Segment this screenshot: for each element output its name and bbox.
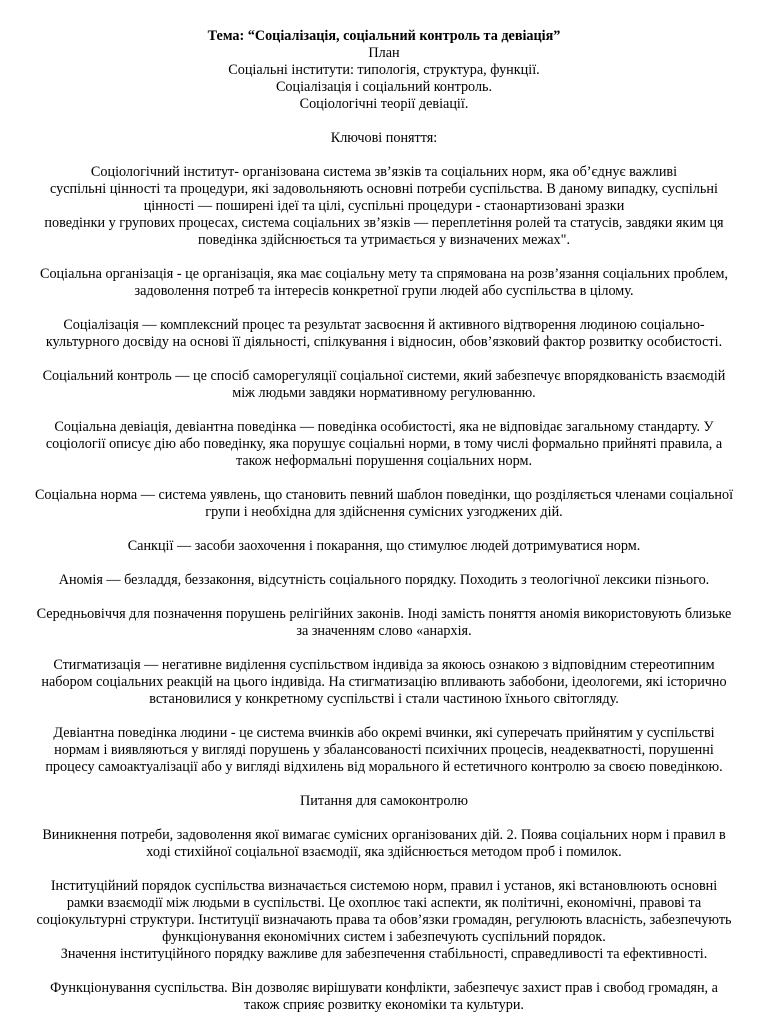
text-line: ході стихійної соціальної взаємодії, яка здійснюється методом проб і помилок. <box>146 844 622 860</box>
text-line: Середньовіччя для позначення порушень релігійних законів. Іноді замість поняття аномія використовують близьке <box>36 606 732 622</box>
definition-paragraph <box>0 606 768 640</box>
definition-paragraph <box>0 164 768 249</box>
text-line: Стигматизація — негативне виділення суспільством індивіда за якоюсь ознакою з відповідним стереотипним <box>53 657 715 673</box>
plan-item: Соціальні інститути: типологія, структура, функції. <box>228 62 540 78</box>
text-line: також сприяє розвитку економіки та культури. <box>244 997 524 1013</box>
text-line: поведінки у групових процесах, система соціальних зв’язків — переплетіння ролей та статусів, завдяки яким ця <box>44 215 724 231</box>
text-line: нормам і виявляються у вигляді порушень у збалансованості психічних процесів, неадекватності, порушенні <box>54 742 714 758</box>
definition-paragraph <box>0 368 768 402</box>
text-line: Соціальна норма — система уявлень, що становить певний шаблон поведінки, що розділяється членами соціальної <box>34 487 734 503</box>
text-line: Девіантна поведінка людини - це система вчинків або окремі вчинки, які суперечать прийнятим у суспільстві <box>53 725 715 741</box>
text-line: за значенням слово «анархія. <box>296 623 472 639</box>
definition-paragraph <box>0 538 768 555</box>
plan-item: Соціалізація і соціальний контроль. <box>275 79 493 95</box>
text-line: функціонування економічних систем і забезпечують суспільний порядок. <box>162 929 606 945</box>
text-line: між людьми завдяки нормативному регулюванню. <box>232 385 536 401</box>
definition-paragraph <box>0 419 768 470</box>
self-control-answers <box>0 827 768 1031</box>
plan-item: Соціологічні теорії девіації. <box>299 96 469 112</box>
text-line: суспільні цінності та процедури, які задовольняють основні потреби суспільства. В даному випадку, суспільні <box>50 181 718 197</box>
definition-paragraph <box>0 487 768 521</box>
text-line: Санкції — засоби заохочення і покарання, що стимулює людей дотримуватися норм. <box>127 538 641 554</box>
text-line: Соціалізація — комплексний процес та результат засвоєння й активного відтворення людиною соціально- <box>63 317 705 333</box>
answer-paragraph <box>0 827 768 861</box>
text-line: групи і необхідна для здійснення сумісних узгоджених дій. <box>205 504 563 520</box>
text-line: набором соціальних реакцій на цього індивіда. На стигматизацію впливають забобони, ідеологеми, які історично <box>41 674 727 690</box>
answer-paragraph <box>0 980 768 1014</box>
text-line: Аномія — безладдя, беззаконня, відсутність соціального порядку. Походить з теологічної лексики пізнього. <box>58 572 710 588</box>
text-line: Соціальна організація - це організація, яка має соціальну мету та спрямована на розв’язання соціальних проблем, <box>39 266 729 282</box>
text-line: встановилися у конкретному суспільстві і стали частиною їхнього світогляду. <box>149 691 619 707</box>
text-line: також неформальні порушення соціальних норм. <box>235 453 533 469</box>
text-line: Функціонування суспільства. Він дозволяє вирішувати конфлікти, забезпечує захист прав і свобод громадян, а <box>50 980 718 996</box>
key-concepts-list <box>0 164 768 793</box>
definition-paragraph <box>0 317 768 351</box>
text-line: процесу самоактуалізації або у вигляді відхилень від морального й естетичного контролю за своєю поведінкою. <box>45 759 723 775</box>
text-line: задоволення потреб та інтересів конкретної групи людей або суспільства в цілому. <box>134 283 634 299</box>
text-line: поведінка здійснюється та утримається у визначених межах". <box>197 232 570 248</box>
text-line: рамки взаємодії між людьми в суспільстві. Це охоплює такі аспекти, як політичні, економічні, правові та <box>66 895 702 911</box>
self-control-heading: Питання для самоконтролю <box>300 793 468 809</box>
definition-paragraph <box>0 725 768 776</box>
text-line: Соціальний контроль — це спосіб саморегуляції соціальної системи, який забезпечує впорядкованість взаємодій <box>42 368 726 384</box>
plan-heading: План <box>368 45 400 61</box>
answer-paragraph <box>0 878 768 963</box>
definition-paragraph <box>0 572 768 589</box>
text-line: Інституційний порядок суспільства визначається системою норм, правил і установ, які встановлюють основні <box>50 878 718 894</box>
plan-list <box>0 62 768 113</box>
text-line: соціології описує дію або поведінку, яка порушує соціальні норми, в тому числі формально прийняті правила, а <box>45 436 723 452</box>
text-line: Соціологічний інститут- організована система зв’язків та соціальних норм, яка об’єднує важливі <box>90 164 678 180</box>
text-line: Соціальна девіація, девіантна поведінка — поведінка особистості, яка не відповідає загальному стандарту. У <box>54 419 714 435</box>
definition-paragraph <box>0 266 768 300</box>
text-line: цінності — поширені ідеї та цілі, суспільні процедури - стаонартизовані зразки <box>143 198 625 214</box>
key-concepts-heading: Ключові поняття: <box>330 130 438 146</box>
text-line: Виникнення потреби, задоволення якої вимагає сумісних організованих дій. 2. Поява соціальних норм і правил в <box>42 827 726 843</box>
text-line: Значення інституційного порядку важливе для забезпечення стабільності, справедливості та ефективності. <box>60 946 708 962</box>
definition-paragraph <box>0 657 768 708</box>
text-line: соціокультурні структури. Інституції визначають права та обов’язки громадян, регулюють власність, забезпечують <box>36 912 732 928</box>
document-title: Тема: “Соціалізація, соціальний контроль та девіація” <box>207 28 561 44</box>
text-line: культурного досвіду на основі її діяльності, спілкування і відносин, обов’язковий фактор розвитку особистості. <box>45 334 723 350</box>
